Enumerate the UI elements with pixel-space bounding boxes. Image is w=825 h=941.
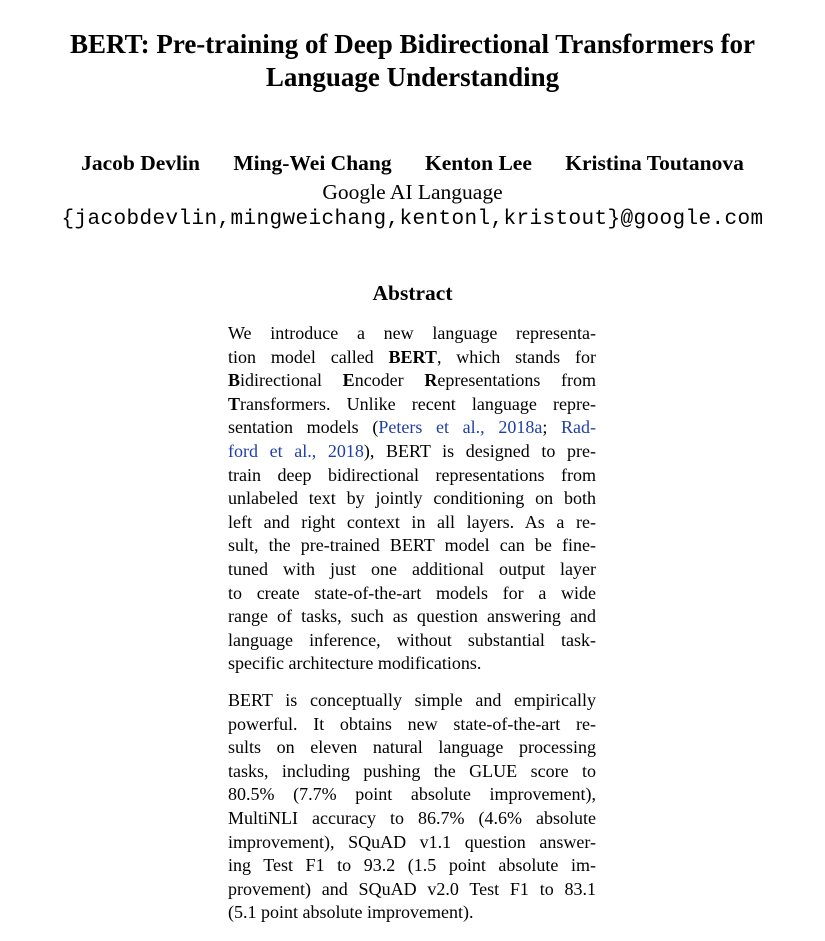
text-span: , which stands for xyxy=(436,346,596,367)
text-line: to create state-of-the-art models for a wide xyxy=(228,582,596,603)
text-span: epresentations from xyxy=(437,370,596,391)
acronym-letter: R xyxy=(424,370,438,391)
text-line: tasks, including pushing the GLUE score to xyxy=(228,760,596,781)
text-line: sults on eleven natural language processing xyxy=(228,737,596,758)
affiliation: Google AI Language xyxy=(322,180,503,204)
acronym-letter: B xyxy=(228,370,241,391)
text-line xyxy=(228,416,596,440)
author-name: Jacob Devlin xyxy=(81,151,200,175)
abstract-heading: Abstract xyxy=(372,281,453,305)
text-line: left and right context in all layers. As a re- xyxy=(228,511,596,532)
text-line xyxy=(228,393,596,417)
text-span: ncoder xyxy=(354,370,425,391)
text-line: We introduce a new language representa- xyxy=(228,323,596,343)
acronym-letter: E xyxy=(342,370,355,391)
text-line xyxy=(228,369,596,393)
text-line: language inference, without substantial task- xyxy=(228,629,596,650)
citation-link[interactable]: ford et al., 2018 xyxy=(228,440,364,461)
author-name: Kristina Toutanova xyxy=(565,151,744,175)
text-line: (5.1 point absolute improvement). xyxy=(228,902,474,923)
acronym-letter: T xyxy=(228,393,241,414)
citation-link[interactable]: Rad- xyxy=(561,417,596,438)
text-line: provement) and SQuAD v2.0 Test F1 to 83.1 xyxy=(228,878,596,899)
text-line: BERT is conceptually simple and empirically xyxy=(228,690,596,710)
text-line: tuned with just one additional output layer xyxy=(228,558,596,579)
text-line: ing Test F1 to 93.2 (1.5 point absolute im- xyxy=(228,855,596,876)
author-emails: {jacobdevlin,mingweichang,kentonl,kristout}@google.com xyxy=(61,208,764,231)
text-span: idirectional xyxy=(240,370,343,391)
abstract-paragraph-1 xyxy=(228,322,596,676)
text-line: range of tasks, such as question answering and xyxy=(228,606,596,627)
paper-title-line-1: BERT: Pre-training of Deep Bidirectional Transformers for xyxy=(70,29,755,59)
paper-title-line-2: Language Understanding xyxy=(265,62,560,92)
text-line: improvement), SQuAD v1.1 question answer- xyxy=(228,831,596,852)
author-name: Ming-Wei Chang xyxy=(233,151,392,175)
text-line: specific architecture modifications. xyxy=(228,653,482,674)
text-span: tion model called xyxy=(228,346,389,367)
text-span: sentation models ( xyxy=(228,417,379,438)
text-line: train deep bidirectional representations from xyxy=(228,464,596,485)
text-line: sult, the pre-trained BERT model can be fine- xyxy=(228,535,596,556)
citation-link[interactable]: Peters et al., 2018a xyxy=(378,417,543,438)
text-span: ; xyxy=(542,417,561,438)
text-line xyxy=(228,346,596,370)
text-line: unlabeled text by jointly conditioning on both xyxy=(228,488,596,509)
text-line: powerful. It obtains new state-of-the-art re- xyxy=(228,713,596,734)
text-span: ransformers. Unlike recent language repre- xyxy=(240,393,596,414)
bert-name-bold: BERT xyxy=(388,346,437,367)
abstract-paragraph-2 xyxy=(228,689,596,925)
paper-title xyxy=(0,28,825,94)
text-line xyxy=(228,440,596,464)
author-name: Kenton Lee xyxy=(424,151,532,175)
text-span: ), BERT is designed to pre- xyxy=(363,440,597,461)
text-line: MultiNLI accuracy to 86.7% (4.6% absolute xyxy=(228,807,596,828)
author-list xyxy=(0,149,825,177)
text-line: 80.5% (7.7% point absolute improvement), xyxy=(228,784,596,805)
